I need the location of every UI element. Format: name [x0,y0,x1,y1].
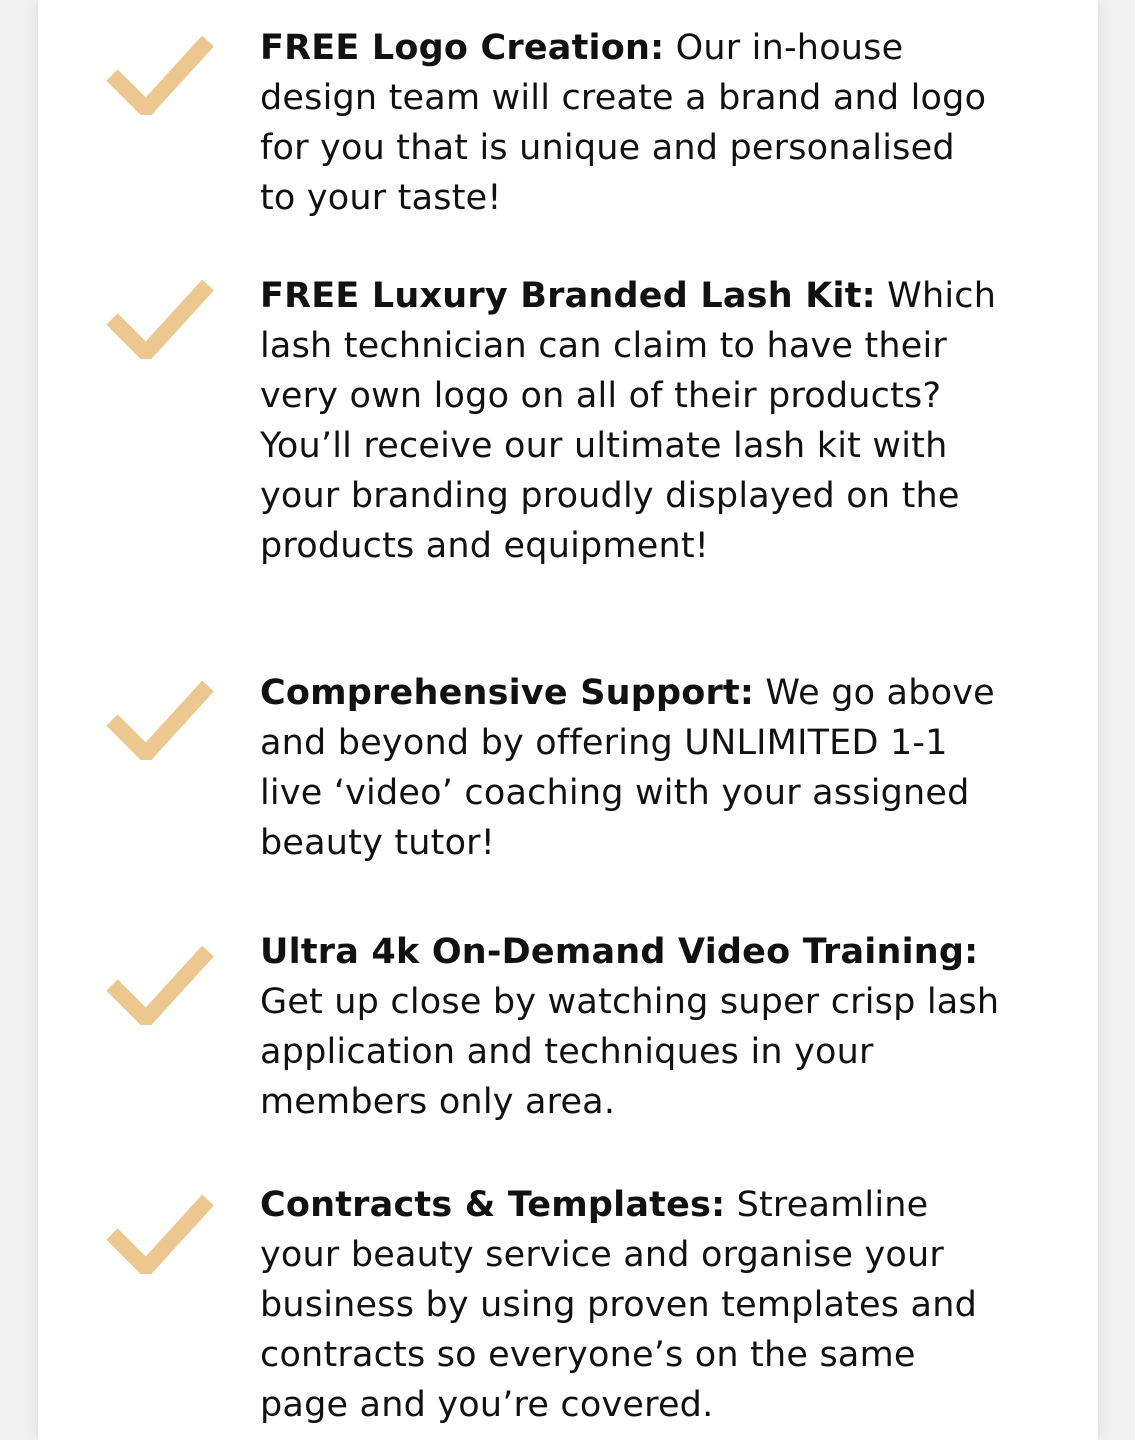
checkmark-icon [106,1192,214,1274]
feature-text [260,23,1000,223]
feature-description: We go above and beyond by offering UNLIMITED 1-1 live ‘video’ coaching with your assigned beauty tutor! [260,673,995,863]
checkmark-icon [106,277,214,359]
checkmark-icon [106,678,214,760]
feature-description: Which lash technician can claim to have their very own logo on all of their products? You’ll receive our ultimate lash kit with your branding proudly displayed on the products and equipment! [260,276,997,566]
checkmark-icon [106,943,214,1025]
feature-description: Our in-house design team will create a brand and logo for you that is unique and personalised to your taste! [260,28,987,218]
feature-description: Get up close by watching super crisp lash application and techniques in your members only area. [260,982,1000,1122]
feature-text [260,927,1000,1127]
feature-text [260,668,1000,868]
feature-title: FREE Logo Creation: [260,28,665,68]
feature-title: Ultra 4k On-Demand Video Training: [260,932,979,972]
feature-title: FREE Luxury Branded Lash Kit: [260,276,876,316]
feature-title: Comprehensive Support: [260,673,755,713]
features-card [38,0,1098,1440]
feature-description: Streamline your beauty service and organise your business by using proven templates and contracts so everyone’s on the same page and you’re covered. [260,1185,977,1425]
checkmark-icon [106,33,214,115]
feature-text [260,271,1000,571]
feature-text [260,1180,1000,1430]
feature-title: Contracts & Templates: [260,1185,726,1225]
